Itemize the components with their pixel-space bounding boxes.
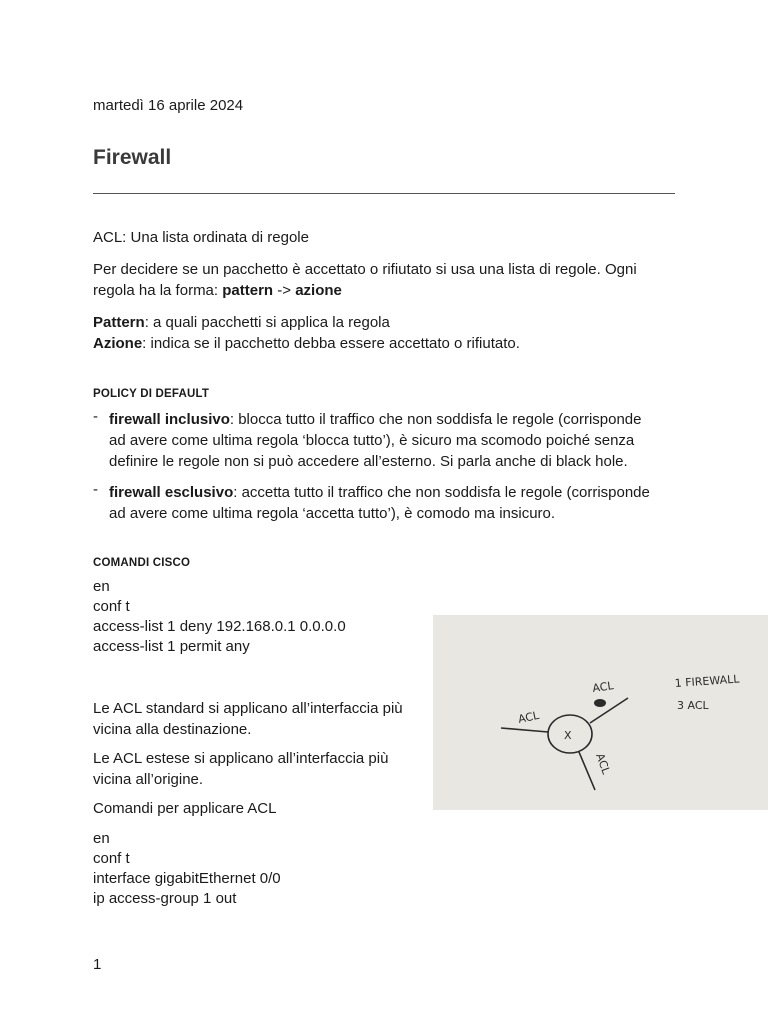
apply-acl-heading: Comandi per applicare ACL bbox=[93, 800, 277, 817]
sketch-drawing bbox=[433, 615, 768, 810]
bullet-line bbox=[109, 409, 683, 430]
intro-prefix: regola ha la forma: bbox=[93, 282, 223, 299]
pattern-definition-text: : a quali pacchetti si applica la regola bbox=[144, 314, 390, 331]
note-line: Le ACL standard si applicano all’interfaccia più bbox=[93, 700, 403, 717]
command-line: conf t bbox=[93, 850, 130, 867]
page-title: Firewall bbox=[93, 146, 172, 169]
firewall-mark bbox=[594, 699, 606, 707]
handwritten-firewall-sketch bbox=[433, 615, 768, 810]
title-divider bbox=[93, 193, 675, 194]
azione-definition-text: : indica se il pacchetto debba essere accettato o rifiutato. bbox=[142, 335, 520, 352]
link-bottom bbox=[579, 752, 595, 790]
bullet-line-rest: : blocca tutto il traffico che non soddisfa le regole (corrisponde bbox=[229, 411, 642, 428]
bullet-term: firewall esclusivo bbox=[109, 484, 234, 501]
command-line: interface gigabitEthernet 0/0 bbox=[93, 870, 281, 887]
sketch-note-acl: 3 ACL bbox=[677, 699, 709, 712]
bullet-line-rest: : accetta tutto il traffico che non soddisfa le regole (corrisponde bbox=[233, 484, 650, 501]
pattern-term: pattern bbox=[222, 282, 274, 299]
sketch-label-top: ACL bbox=[591, 679, 615, 695]
bullet-line: definire le regole non si può accedere all’esterno. Si parla anche di black hole. bbox=[109, 453, 628, 470]
azione-definition bbox=[93, 333, 678, 354]
bullet-line: ad avere come ultima regola ‘blocca tutto’), è sicuro ma scomodo poiché senza bbox=[109, 432, 635, 449]
policy-heading: POLICY DI DEFAULT bbox=[93, 388, 210, 400]
note-line: Le ACL estese si applicano all’interfaccia più bbox=[93, 750, 389, 767]
intro-line-1: Per decidere se un pacchetto è accettato o rifiutato si usa una lista di regole. Ogni bbox=[93, 261, 637, 278]
arrow-text: -> bbox=[273, 282, 296, 299]
acl-definition: ACL: Una lista ordinata di regole bbox=[93, 229, 309, 246]
command-line: access-list 1 permit any bbox=[93, 638, 250, 655]
note-line: vicina alla destinazione. bbox=[93, 721, 252, 738]
extended-acl-note bbox=[93, 748, 423, 790]
intro-paragraph bbox=[93, 259, 678, 301]
sketch-label-left: ACL bbox=[516, 708, 541, 726]
standard-acl-note bbox=[93, 698, 423, 740]
bullet-dash: - bbox=[93, 408, 98, 425]
cisco-heading: COMANDI CISCO bbox=[93, 557, 191, 569]
page-number: 1 bbox=[93, 956, 102, 973]
command-line: ip access-group 1 out bbox=[93, 890, 237, 907]
definitions bbox=[93, 312, 678, 354]
sketch-label-bottom: ACL bbox=[593, 751, 613, 776]
router-mark: X bbox=[564, 729, 572, 742]
command-line: en bbox=[93, 578, 110, 595]
command-line: en bbox=[93, 830, 110, 847]
link-left bbox=[501, 728, 548, 732]
azione-term: azione bbox=[295, 282, 342, 299]
commands-block-2 bbox=[93, 829, 678, 909]
bullet-line: ad avere come ultima regola ‘accetta tutto’), è comodo ma insicuro. bbox=[109, 505, 556, 522]
sketch-note-firewall: 1 FIREWALL bbox=[674, 672, 740, 690]
pattern-definition bbox=[93, 312, 678, 333]
intro-line-2 bbox=[93, 280, 678, 301]
note-line: vicina all’origine. bbox=[93, 771, 204, 788]
command-line: access-list 1 deny 192.168.0.1 0.0.0.0 bbox=[93, 618, 346, 635]
bullet-text bbox=[109, 482, 683, 524]
pattern-definition-term: Pattern bbox=[93, 314, 145, 331]
azione-definition-term: Azione bbox=[93, 335, 143, 352]
command-line: conf t bbox=[93, 598, 130, 615]
bullet-text bbox=[109, 409, 683, 472]
bullet-line bbox=[109, 482, 683, 503]
bullet-term: firewall inclusivo bbox=[109, 411, 230, 428]
bullet-dash: - bbox=[93, 481, 98, 498]
document-date: martedì 16 aprile 2024 bbox=[93, 97, 244, 114]
